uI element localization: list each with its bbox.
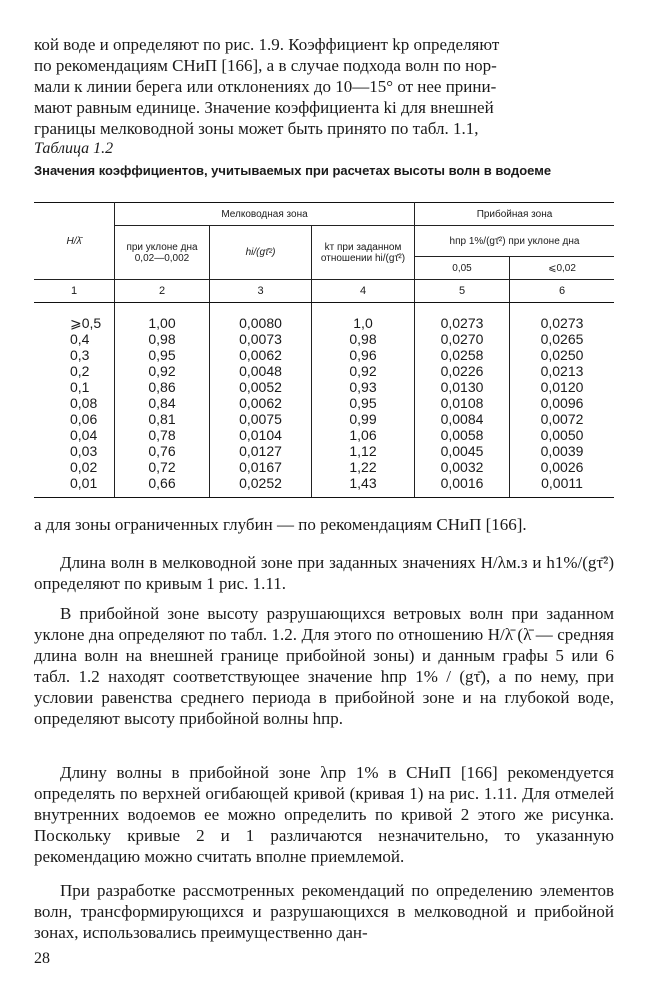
paragraph-zone-limited: а для зоны ограниченных глубин — по рекомендациям СНиП [166]. [34,515,527,534]
value-cell: 0,0062 [210,347,312,363]
value-cell: 0,0226 [415,363,510,379]
header-hi: hi/(gτ̄²) [210,226,312,280]
page-number: 28 [34,950,50,967]
value-cell: 0,96 [312,347,415,363]
value-cell: 0,0073 [210,331,312,347]
header-ratio: H/λ̄ [34,203,115,280]
value-cell: 0,0252 [210,475,312,498]
table-title: Значения коэффициентов, учитываемых при расчетах высоты волн в водоеме [34,163,552,178]
ratio-cell: 0,3 [70,347,90,363]
value-cell: 1,0 [312,303,415,332]
value-cell: 0,0048 [210,363,312,379]
value-cell: 1,22 [312,459,415,475]
ratio-cell: 0,08 [70,395,98,411]
column-number: 5 [415,280,510,303]
value-cell: 0,0273 [415,303,510,332]
value-cell: 0,78 [115,427,210,443]
value-cell: 0,0026 [510,459,615,475]
value-cell: 0,0062 [210,395,312,411]
header-slope-002: ⩽0,02 [510,257,615,280]
value-cell: 0,93 [312,379,415,395]
table-row [34,395,614,411]
value-cell: 1,12 [312,443,415,459]
value-cell: 0,98 [312,331,415,347]
table-row [34,459,614,475]
intro-line-3: мали к линии берега или отклонениях до 10—15° от нее прини- [34,77,497,96]
value-cell: 0,0213 [510,363,615,379]
ratio-cell: 0,06 [70,411,98,427]
table-row [34,475,614,498]
table-row [34,303,614,332]
value-cell: 0,0127 [210,443,312,459]
table-row [34,443,614,459]
ratio-cell: 0,01 [34,475,115,498]
table-row [34,427,614,443]
value-cell: 0,0045 [415,443,510,459]
intro-paragraph [34,34,614,139]
value-cell: 0,92 [312,363,415,379]
value-cell: 1,43 [312,475,415,498]
value-cell: 0,0104 [210,427,312,443]
ratio-cell: 0,03 [70,443,98,459]
column-number: 6 [510,280,615,303]
table-row [34,411,614,427]
value-cell: 0,0039 [510,443,615,459]
paragraph-development: При разработке рассмотренных рекомендаций по определению элементов волн, трансформирующихся и разрушающихся в мелководной и прибойной зонах, использовались преимущественно дан- [34,881,614,942]
value-cell: 0,0130 [415,379,510,395]
ratio-cell: 0,2 [70,363,90,379]
intro-line-5: границы мелководной зоны может быть принято по табл. 1.1, [34,119,479,138]
value-cell: 0,0270 [415,331,510,347]
value-cell: 0,76 [115,443,210,459]
value-cell: 0,86 [115,379,210,395]
value-cell: 0,0258 [415,347,510,363]
column-number: 1 [34,280,115,303]
value-cell: 0,84 [115,395,210,411]
value-cell: 1,00 [115,303,210,332]
value-cell: 0,99 [312,411,415,427]
value-cell: 0,0016 [415,475,510,498]
ratio-cell: ⩾0,5 [70,315,102,331]
intro-line-4: мают равным единице. Значение коэффициента ki для внешней [34,98,494,117]
table-row [34,347,614,363]
value-cell: 0,0265 [510,331,615,347]
value-cell: 0,0075 [210,411,312,427]
header-surf-slope: hпр 1%/(gτ̄²) при уклоне дна [415,226,615,257]
table-row [34,331,614,347]
value-cell: 0,0052 [210,379,312,395]
ratio-cell: 0,4 [70,331,90,347]
header-slope: при уклоне дна 0,02—0,002 [115,226,210,280]
intro-line-1: кой воде и определяют по рис. 1.9. Коэффициент kр определяют [34,35,500,54]
paragraph-wave-length: Длина волн в мелководной зоне при заданных значениях H/λм.з и h1%/(gτ̄²) определяют по кривым 1 рис. 1.11. [34,553,614,593]
coefficients-table [34,202,614,498]
value-cell: 0,0273 [510,303,615,332]
intro-line-2: по рекомендациям СНиП [166], а в случае подхода волн по нор- [34,56,497,75]
value-cell: 0,0108 [415,395,510,411]
table-row [34,379,614,395]
value-cell: 0,0167 [210,459,312,475]
ratio-cell: 0,1 [70,379,90,395]
column-number: 4 [312,280,415,303]
value-cell: 0,72 [115,459,210,475]
ratio-cell: 0,04 [70,427,98,443]
table-body [34,303,614,498]
value-cell: 0,0011 [510,475,615,498]
column-number: 2 [115,280,210,303]
value-cell: 0,0032 [415,459,510,475]
value-cell: 0,81 [115,411,210,427]
value-cell: 0,95 [312,395,415,411]
header-shallow-zone: Мелководная зона [115,203,415,226]
value-cell: 0,0080 [210,303,312,332]
paragraph-surf-zone: В прибойной зоне высоту разрушающихся ветровых волн при заданном уклоне дна определяют по табл. 1.2. Для этого по отношению H/λ̄ (λ̄ — средняя длина волн на внешней границе прибойной зоны) и данным графы 5 или 6 табл. 1.2 находят соответствующее значение hпр 1% / (gτ̄), а по нему, при условии равенства среднего периода в прибойной зоне и на глубокой воде, определяют высоту прибойной волны hпр. [34,604,614,728]
value-cell: 0,0058 [415,427,510,443]
value-cell: 0,0084 [415,411,510,427]
table-row [34,363,614,379]
value-cell: 0,66 [115,475,210,498]
value-cell: 0,0250 [510,347,615,363]
value-cell: 0,0072 [510,411,615,427]
paragraph-surf-length: Длину волны в прибойной зоне λпр 1% в СНиП [166] рекомендуется определять по верхней огибающей кривой (кривая 1) на рис. 1.11. Для отмелей внутренних водоемов ее можно определить по кривой 2 этого же рисунка. Поскольку кривые 2 и 1 различаются незначительно, то указанную рекомендацию можно считать вполне приемлемой. [34,763,614,866]
value-cell: 0,0050 [510,427,615,443]
value-cell: 0,98 [115,331,210,347]
table-caption: Таблица 1.2 [34,140,114,157]
value-cell: 0,0120 [510,379,615,395]
header-kt: kт при заданном отношении hi/(gτ̄²) [312,226,415,280]
value-cell: 0,0096 [510,395,615,411]
value-cell: 0,95 [115,347,210,363]
value-cell: 1,06 [312,427,415,443]
ratio-cell: 0,02 [70,459,98,475]
header-slope-005: 0,05 [415,257,510,280]
header-surf-zone: Прибойная зона [415,203,615,226]
value-cell: 0,92 [115,363,210,379]
column-number: 3 [210,280,312,303]
